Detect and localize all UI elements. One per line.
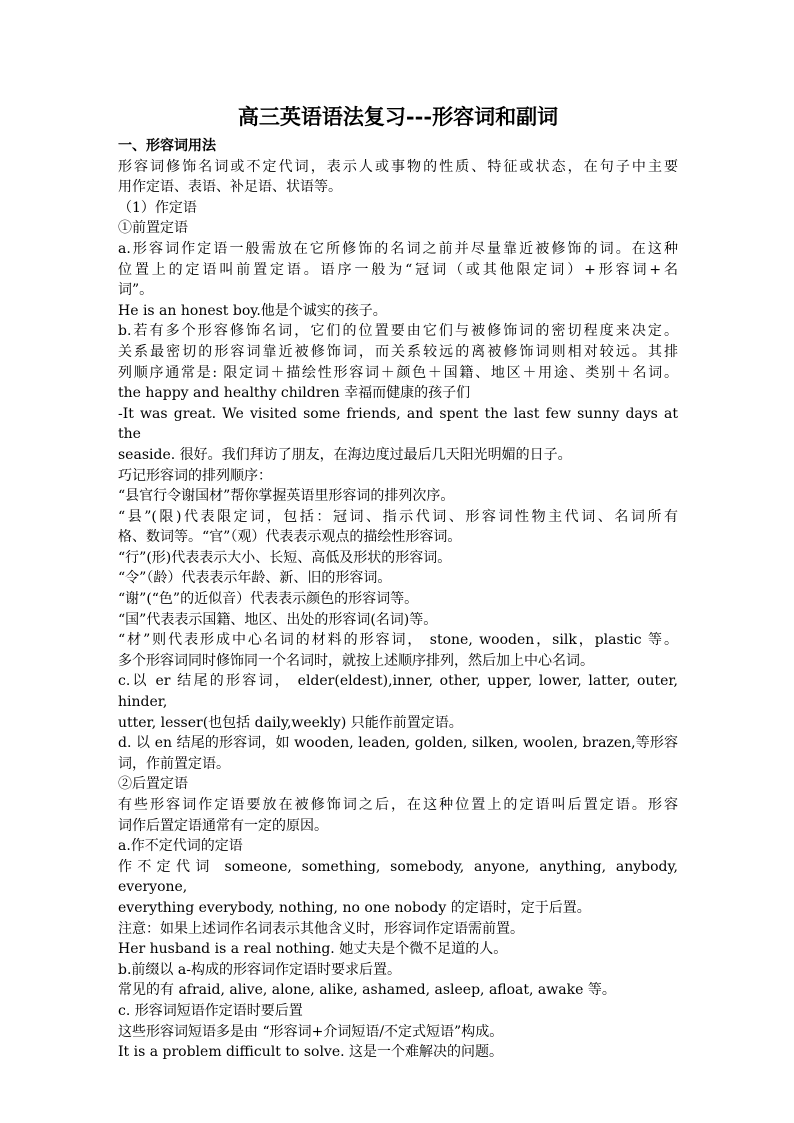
text-line: c.以 er 结尾的形容词， elder(eldest),inner, other, upper, lower, latter, outer, hinder,	[118, 673, 678, 711]
text-line: It is a problem difficult to solve. 这是一个难解决的问题。	[118, 1044, 504, 1061]
text-line: 关系最密切的形容词靠近被修饰词，而关系较远的离被修饰词则相对较远。其排	[118, 343, 678, 360]
text-line: 词，作前置定语。	[118, 755, 230, 772]
text-line: 位置上的定语叫前置定语。语序一般为“冠词（或其他限定词）+形容词+名	[118, 261, 678, 278]
text-line: ①前置定语	[118, 220, 188, 237]
text-line: everything everybody, nothing, no one nobody 的定语时，定于后置。	[118, 899, 591, 916]
text-line: 常见的有 afraid, alive, alone, alike, ashamed, asleep, afloat, awake 等。	[118, 982, 616, 999]
text-line: utter, lesser(也包括 daily,weekly) 只能作前置定语。	[118, 714, 463, 731]
text-line: “谢”(“色”的近似音）代表表示颜色的形容词等。	[118, 591, 419, 608]
text-line: 词作后置定语通常有一定的原因。	[118, 817, 328, 834]
section-heading: 一、形容词用法	[118, 138, 216, 154]
text-line: （1）作定语	[118, 199, 197, 216]
text-line: 有些形容词作定语要放在被修饰词之后，在这种位置上的定语叫后置定语。形容	[118, 797, 678, 813]
text-line: 这些形容词短语多是由 “形容词+介词短语/不定式短语”构成。	[118, 1023, 504, 1040]
document-body	[118, 136, 678, 1063]
text-line: 形容词修饰名词或不定代词，表示人或事物的性质、特征或状态，在句子中主要	[118, 158, 678, 175]
text-line: 用作定语、表语、补足语、状语等。	[118, 179, 342, 196]
text-line: 注意：如果上述词作名词表示其他含义时，形容词作定语需前置。	[118, 920, 524, 937]
text-line: ②后置定语	[118, 776, 188, 793]
text-line: 格、数词等。“官”（观）代表表示观点的描绘性形容词。	[118, 529, 462, 546]
text-line: “国”代表表示国籍、地区、出处的形容词(名词)等。	[118, 611, 438, 628]
text-line: -It was great. We visited some friends, and spent the last few sunny days at the	[118, 405, 678, 443]
document-title: 高三英语语法复习---形容词和副词	[237, 104, 559, 129]
text-line: seaside. 很好。我们拜访了朋友，在海边度过最后几天阳光明媚的日子。	[118, 446, 572, 463]
text-line: 巧记形容词的排列顺序：	[118, 467, 272, 484]
text-line: a.形容词作定语一般需放在它所修饰的名词之前并尽量靠近被修饰的词。在这种	[118, 240, 678, 257]
text-line: b.若有多个形容修饰名词，它们的位置要由它们与被修饰词的密切程度来决定。	[118, 323, 678, 340]
text-line: c. 形容词短语作定语时要后置	[118, 1002, 303, 1019]
text-line: Her husband is a real nothing. 她丈夫是个微不足道的人。	[118, 941, 508, 958]
text-line: He is an honest boy.他是个诚实的孩子。	[118, 302, 387, 319]
text-line: d. 以 en 结尾的形容词，如 wooden, leaden, golden, silken, woolen, brazen,等形容	[118, 735, 678, 752]
text-line: “行”(形)代表表示大小、长短、高低及形状的形容词。	[118, 549, 452, 566]
text-line: b.前缀以 a-构成的形容词作定语时要求后置。	[118, 961, 401, 978]
text-line: 作不定代词 someone, something, somebody, anyone, anything, anybody, everyone,	[118, 858, 678, 896]
text-line: “材”则代表形成中心名词的材料的形容词， stone, wooden，silk，plastic 等。	[118, 632, 678, 649]
text-line: 词”。	[118, 282, 154, 299]
text-line: the happy and healthy children 幸福而健康的孩子们	[118, 385, 471, 402]
text-line: 多个形容词同时修饰同一个名词时，就按上述顺序排列，然后加上中心名词。	[118, 652, 594, 669]
text-line: “令”（龄）代表表示年龄、新、旧的形容词。	[118, 570, 392, 587]
text-line: 列顺序通常是: 限定词＋描绘性形容词＋颜色＋国籍、地区＋用途、类别＋名词。	[118, 364, 678, 381]
text-line: “县官行令谢国材”帮你掌握英语里形容词的排列次序。	[118, 488, 455, 505]
text-line: “县”(限)代表限定词，包括：冠词、指示代词、形容词性物主代词、名词所有	[118, 508, 678, 525]
document-page	[118, 102, 678, 1063]
text-line: a.作不定代词的定语	[118, 838, 243, 855]
